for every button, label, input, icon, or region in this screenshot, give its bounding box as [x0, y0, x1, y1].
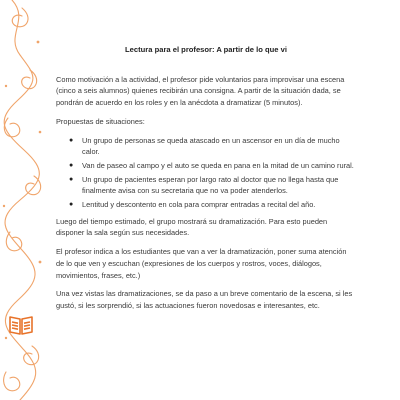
paragraph-3: El profesor indica a los estudiantes que van a ver la dramatización, poner suma atención de lo que ven y escuchan (expresiones de los cuerpos y rostros, voces, diálogos, movimientos, frases, etc.)	[56, 247, 347, 280]
situations-list	[56, 135, 356, 211]
list-item	[69, 160, 356, 172]
bullet-icon: ●	[69, 201, 74, 209]
book-icon	[8, 314, 34, 336]
list-item-text: Van de paseo al campo y el auto se queda en pana en la mitad de un camino rural.	[82, 160, 354, 170]
list-item	[69, 174, 356, 197]
document-title: Lectura para el profesor: A partir de lo que vi	[125, 45, 287, 54]
situations-heading: Propuestas de situaciones:	[56, 116, 145, 126]
intro-paragraph: Como motivación a la actividad, el profesor pide voluntarios para improvisar una escena (cinco a seis alumnos) quienes recibirán una consigna. A partir de la situación dada, se pondrán de acuerdo en los roles y en la anécdota a dramatizar (5 minutos).	[56, 74, 345, 108]
bullet-icon: ●	[69, 161, 74, 169]
list-item-text: Lentitud y descontento en cola para comprar entradas a recital del año.	[82, 200, 316, 210]
document-body	[56, 44, 356, 319]
list-item-text: Un grupo de pacientes esperan por largo rato al doctor que no llega hasta que finalmente avisa con su secretaria que no va poder atenderlos.	[82, 174, 339, 196]
bullet-icon: ●	[69, 136, 74, 144]
list-item	[69, 135, 356, 158]
list-item-text: Un grupo de personas se queda atascado en un ascensor en un día de mucho calor.	[82, 135, 340, 157]
swirl-decoration	[0, 0, 50, 400]
bullet-icon: ●	[69, 175, 74, 183]
paragraph-2: Luego del tiempo estimado, el grupo mostrará su dramatización. Para esto pueden disponer la sala según sus necesidades.	[56, 216, 328, 238]
list-item	[69, 199, 356, 211]
paragraph-4: Una vez vistas las dramatizaciones, se da paso a un breve comentario de la escena, si les gustó, si les sorprendió, si las actuaciones fueron novedosas e interesantes, etc.	[56, 289, 353, 310]
